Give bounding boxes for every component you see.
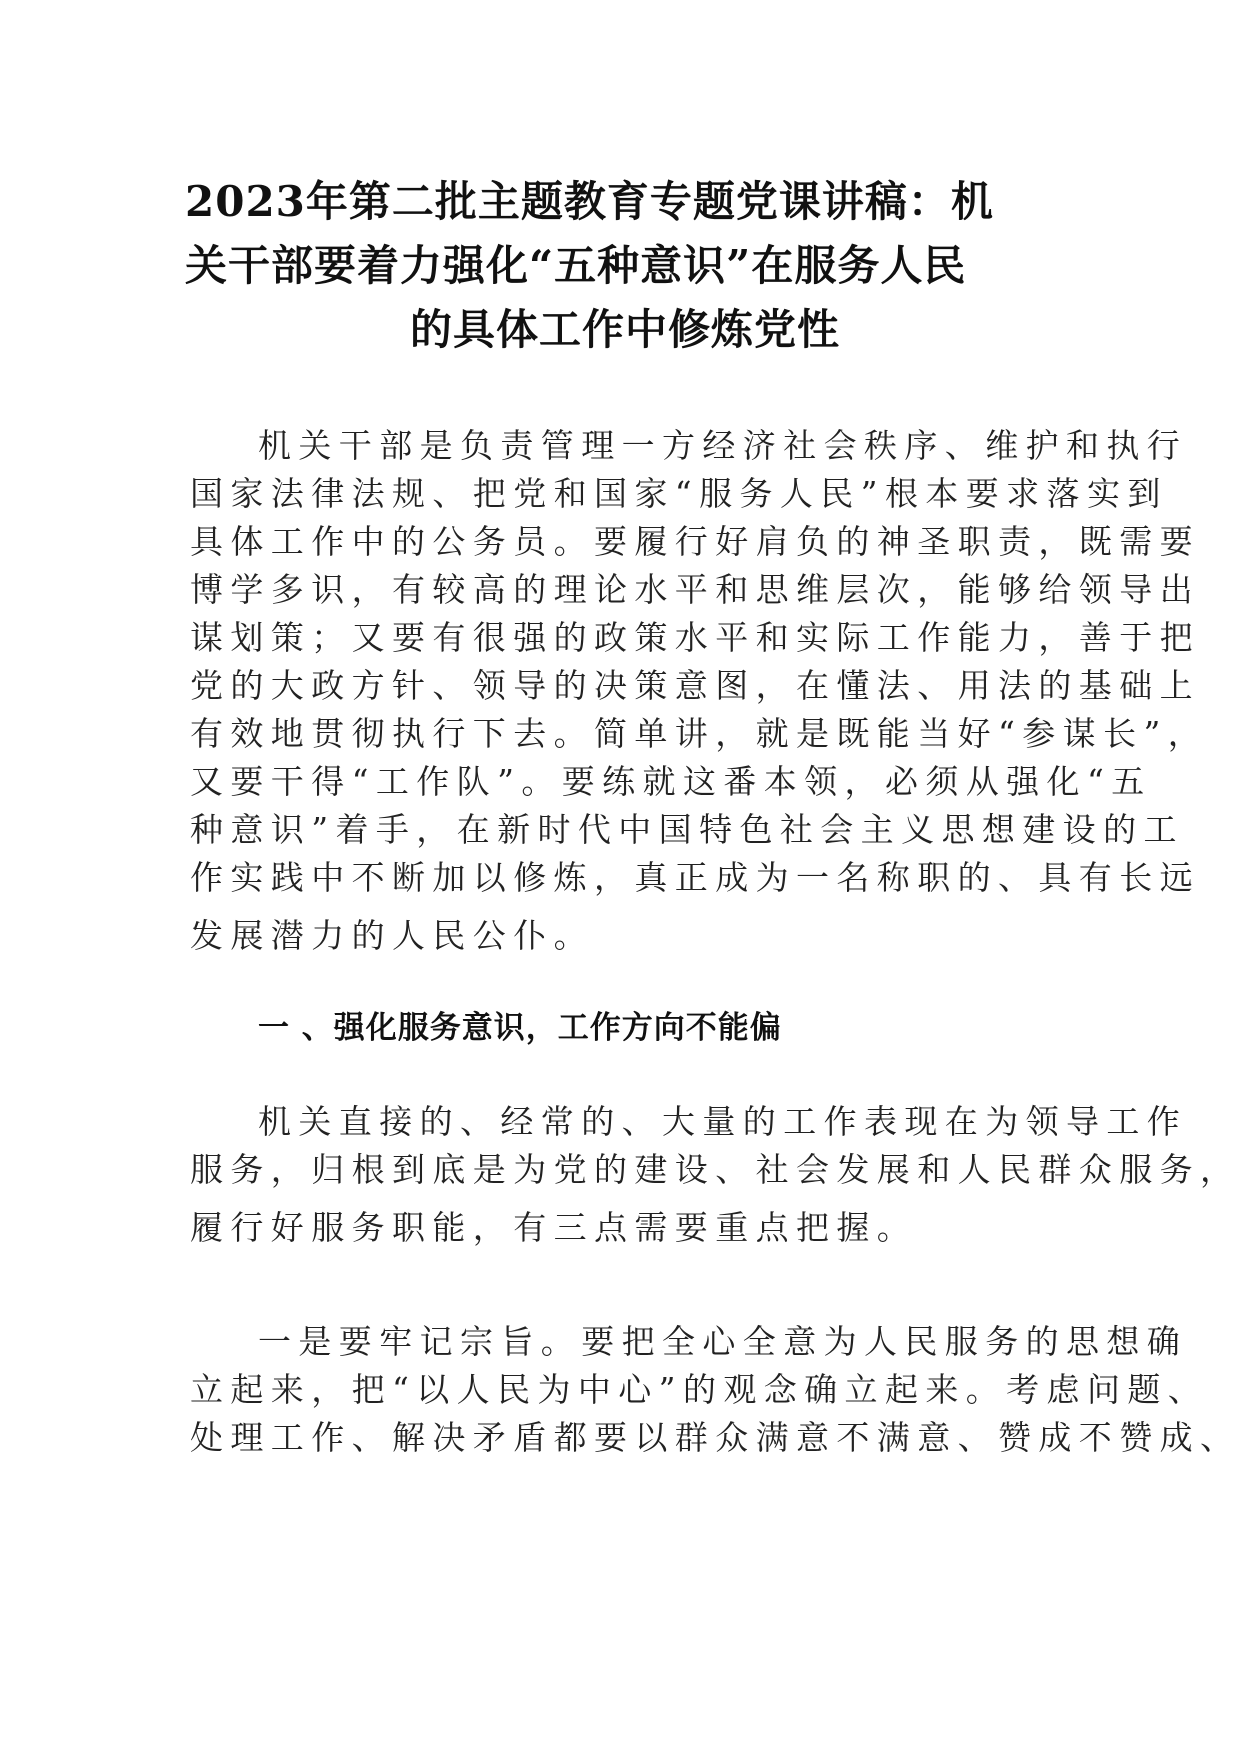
section-heading: 一 、强化服务意识，工作方向不能偏 xyxy=(258,1010,782,1046)
paragraph-line: 立起来，把“以人民为中心”的观念确立起来。考虑问题、 xyxy=(190,1370,1209,1409)
paragraph-line: 有效地贯彻执行下去。简单讲，就是既能当好“参谋长”， xyxy=(190,714,1209,753)
title-line: 2023年第二批主题教育专题党课讲稿：机 xyxy=(185,177,994,226)
paragraph-line: 党的大政方针、领导的决策意图，在懂法、用法的基础上 xyxy=(190,666,1200,705)
paragraph-line: 国家法律法规、把党和国家“服务人民”根本要求落实到 xyxy=(190,474,1168,513)
paragraph-line: 处理工作、解决矛盾都要以群众满意不满意、赞成不赞成、 xyxy=(190,1418,1240,1457)
paragraph-line: 机关直接的、经常的、大量的工作表现在为领导工作 xyxy=(258,1102,1188,1141)
paragraph-line: 服务，归根到底是为党的建设、社会发展和人民群众服务， xyxy=(190,1150,1240,1189)
paragraph-line: 作实践中不断加以修炼，真正成为一名称职的、具有长远 xyxy=(190,858,1200,897)
paragraph-line: 具体工作中的公务员。要履行好肩负的神圣职责，既需要 xyxy=(190,522,1200,561)
paragraph-line: 一是要牢记宗旨。要把全心全意为人民服务的思想确 xyxy=(258,1322,1188,1361)
paragraph-line: 履行好服务职能，有三点需要重点把握。 xyxy=(190,1208,918,1247)
paragraph-line: 种意识”着手，在新时代中国特色社会主义思想建设的工 xyxy=(190,810,1184,849)
paragraph-line: 机关干部是负责管理一方经济社会秩序、维护和执行 xyxy=(258,426,1188,465)
title-line: 的具体工作中修炼党性 xyxy=(409,305,840,354)
title-line: 关干部要着力强化“五种意识”在服务人民 xyxy=(185,241,967,290)
paragraph-line: 谋划策；又要有很强的政策水平和实际工作能力，善于把 xyxy=(190,618,1200,657)
paragraph-line: 博学多识，有较高的理论水平和思维层次，能够给领导出 xyxy=(190,570,1200,609)
paragraph-line: 又要干得“工作队”。要练就这番本领，必须从强化“五 xyxy=(190,762,1152,801)
document-title xyxy=(185,170,1065,362)
paragraph-line: 发展潜力的人民公仆。 xyxy=(190,916,594,955)
